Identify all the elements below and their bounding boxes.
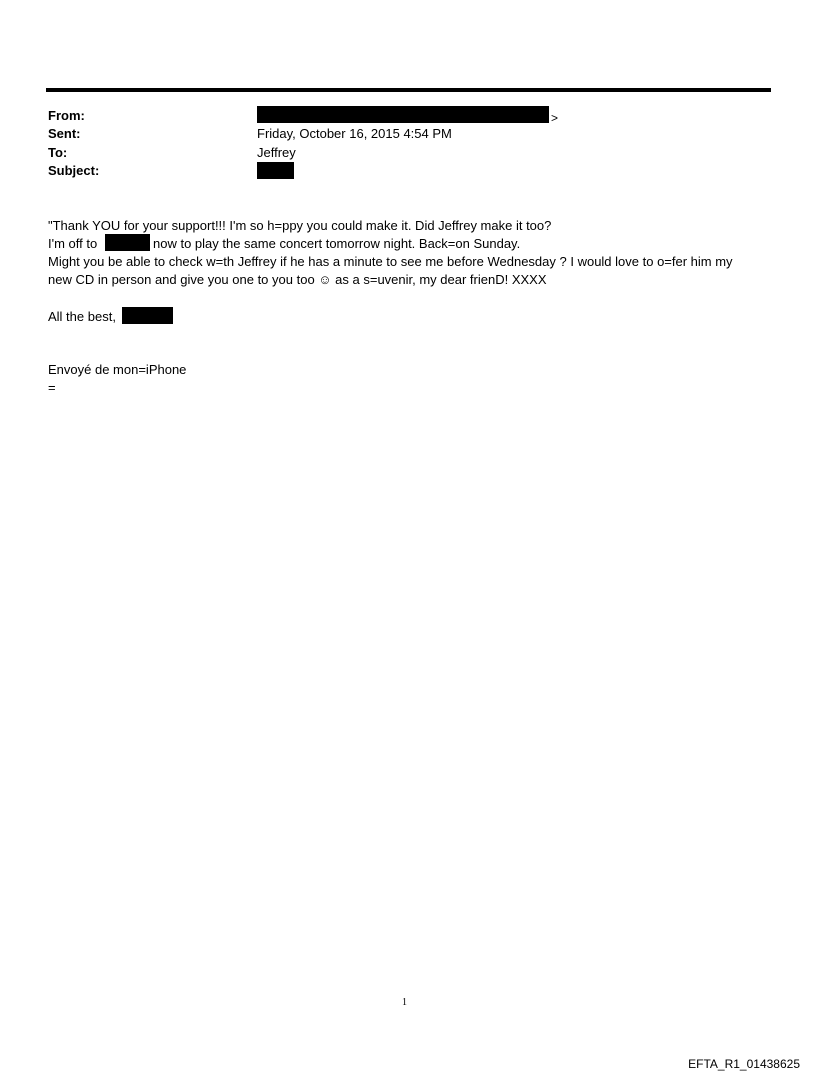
- subject-redaction: [257, 162, 294, 179]
- header-divider: [46, 88, 771, 92]
- body-line-2-suffix: now to play the same concert tomorrow night. Back=on Sunday.: [153, 236, 521, 251]
- page-number: 1: [402, 997, 407, 1008]
- from-redaction: [257, 106, 549, 123]
- from-label: From:: [48, 108, 85, 123]
- location-redaction: [105, 234, 150, 251]
- signoff: All the best,: [48, 309, 116, 324]
- body-line-1: "Thank YOU for your support!!! I'm so h=ppy you could make it. Did Jeffrey make it too?: [48, 218, 552, 233]
- trailing-marker: =: [48, 380, 56, 395]
- signature-redaction: [122, 307, 173, 324]
- body-line-2-prefix: I'm off to: [48, 236, 98, 251]
- body-line-2: [48, 236, 97, 252]
- sent-label: Sent:: [48, 126, 81, 141]
- document-id: EFTA_R1_01438625: [688, 1057, 800, 1071]
- sent-from-line: Envoyé de mon=iPhone: [48, 362, 187, 377]
- body-line-3: Might you be able to check w=th Jeffrey if he has a minute to see me before Wednesday ? I would love to o=fer him my: [48, 254, 733, 269]
- body-line-4: new CD in person and give you one to you too ☺ as a s=uvenir, my dear frienD! XXXX: [48, 272, 547, 287]
- subject-label: Subject:: [48, 163, 100, 178]
- to-value: Jeffrey: [257, 145, 296, 160]
- from-suffix: >: [551, 111, 559, 125]
- to-label: To:: [48, 145, 68, 160]
- sent-value: Friday, October 16, 2015 4:54 PM: [257, 126, 452, 141]
